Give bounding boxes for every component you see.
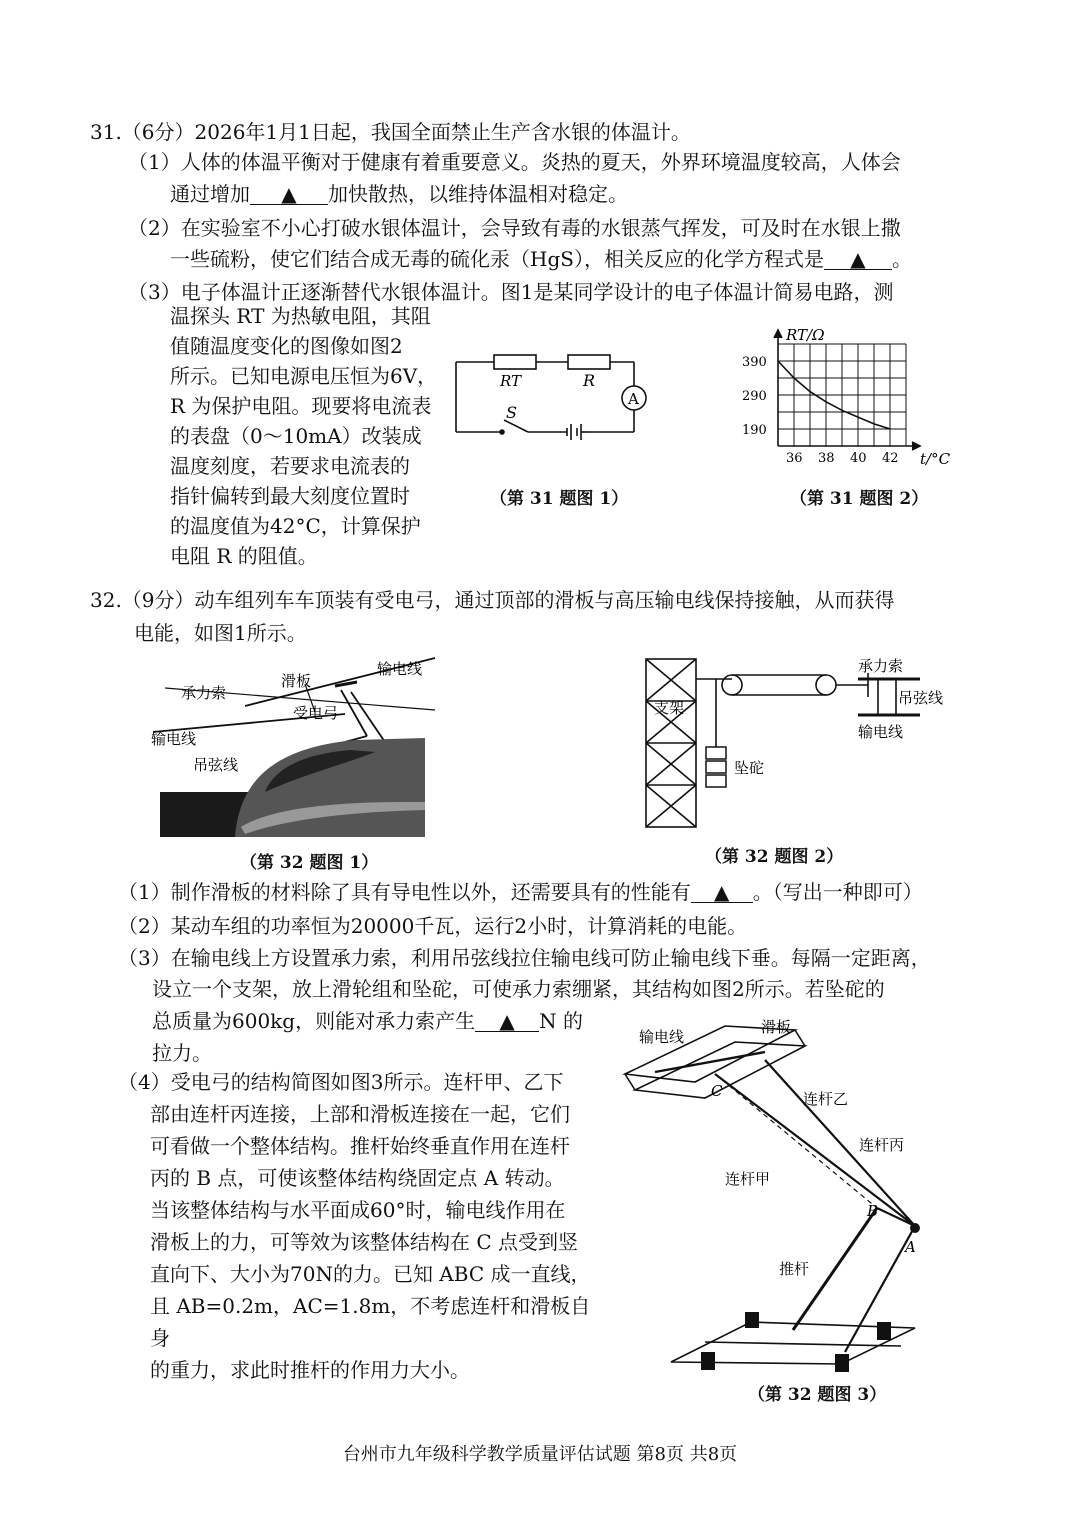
q31-part3-line: 温探头 RT 为热敏电阻，其阻: [170, 304, 431, 328]
q31-part3-line: 值随温度变化的图像如图2: [170, 334, 403, 358]
q32-heading: 32.（9分）动车组列车车顶装有受电弓，通过顶部的滑板与高压输电线保持接触，从而获得: [90, 588, 895, 612]
q32-part4-line: 可看做一个整体结构。推杆始终垂直作用在连杆: [150, 1134, 570, 1158]
graph-x-axis-label: t/°C: [920, 450, 951, 468]
q32-part4-column: [118, 1066, 608, 1386]
q31-resistance-graph: [740, 318, 960, 473]
q31-part1-line1: （1）人体的体温平衡对于健康有着重要意义。炎热的夏天，外界环境温度较高，人体会: [128, 150, 901, 174]
label-point-c: C: [711, 1082, 723, 1100]
q32-part1-text-a: （1）制作滑板的材料除了具有导电性以外，还需要具有的性能有: [118, 880, 691, 904]
q32-part4-line: 直向下、大小为70N的力。已知 ABC 成一直线，: [150, 1262, 591, 1286]
y-tick-label: 390: [742, 355, 767, 370]
label-catenary-cable: 承力索: [858, 657, 904, 675]
q32-part3-line1: （3）在输电线上方设置承力索，利用吊弦线拉住输电线可防止输电线下垂。每隔一定距离，: [118, 946, 931, 970]
q31-part3-line: R 为保护电阻。现要将电流表: [170, 394, 432, 418]
q32-part4-line: 当该整体结构与水平面成60°时，输电线作用在: [150, 1198, 566, 1222]
q31-heading: 31.（6分）2026年1月1日起，我国全面禁止生产含水银的体温计。: [90, 120, 691, 144]
q32-pantograph-figure: [615, 1012, 945, 1382]
q31-circuit-diagram: [450, 340, 660, 450]
q32-part2: （2）某动车组的功率恒为20000千瓦，运行2小时，计算消耗的电能。: [118, 914, 748, 938]
q32-part4-line: （4）受电弓的结构简图如图3所示。连杆甲、乙下: [118, 1070, 564, 1094]
q32-part3-line2: 设立一个支架，放上滑轮组和坠砣，可使承力索绷紧，其结构如图2所示。若坠砣的: [152, 977, 885, 1001]
label-link-bing: 连杆丙: [859, 1136, 905, 1154]
q31-answer-blank-1[interactable]: ▲: [250, 184, 328, 205]
q32-part3-text-a: 总质量为600kg，则能对承力索产生: [152, 1009, 476, 1033]
circuit-label-switch: S: [506, 403, 517, 422]
q31-part3-line: 所示。已知电源电压恒为6V，: [170, 364, 438, 388]
page-footer: 台州市九年级科学教学质量评估试题 第8页 共8页: [342, 1444, 738, 1465]
x-tick-label: 38: [818, 451, 835, 466]
q32-part4-line: 的重力，求此时推杆的作用力大小。: [150, 1358, 470, 1382]
q31-part3-line: 指针偏转到最大刻度位置时: [170, 484, 410, 508]
q31-part3-line: 温度刻度，若要求电流表的: [170, 454, 410, 478]
q32-part4-line: 丙的 B 点，可使该整体结构绕固定点 A 转动。: [150, 1166, 565, 1190]
q31-part2-line2: [170, 243, 912, 272]
q32-part4-line: 滑板上的力，可等效为该整体结构在 C 点受到竖: [150, 1230, 579, 1254]
label-slide-plate: 滑板: [281, 672, 312, 690]
label-wire-top: 输电线: [377, 660, 423, 678]
label-wire-left: 输电线: [151, 730, 197, 748]
x-tick-label: 40: [850, 451, 867, 466]
q32-heading-line2: 电能，如图1所示。: [134, 621, 307, 645]
q32-part1: [118, 876, 923, 905]
circuit-label-r: R: [583, 371, 596, 390]
q31-part2-text-b: 。: [891, 247, 912, 271]
x-tick-label: 36: [786, 451, 803, 466]
ammeter-symbol: A: [628, 390, 639, 408]
y-tick-label: 190: [742, 423, 767, 438]
q32-support-figure: [640, 655, 960, 830]
q31-part1-text-b: 加快散热，以维持体温相对稳定。: [328, 182, 628, 206]
q31-part2-line1: （2）在实验室不小心打破水银体温计，会导致有毒的水银蒸气挥发，可及时在水银上撒: [128, 216, 901, 240]
label-link-yi: 连杆乙: [803, 1090, 849, 1108]
label-push-rod: 推杆: [779, 1260, 810, 1278]
q31-part1-line2: [170, 178, 628, 207]
label-pantograph: 受电弓: [293, 704, 339, 722]
q32-answer-blank-1[interactable]: ▲: [691, 882, 753, 903]
label-pantograph-plate: 滑板: [761, 1018, 792, 1036]
label-point-b: B: [867, 1202, 879, 1220]
q32-train-figure: [145, 652, 445, 842]
q31-part3-line: 的温度值为42°C，计算保护: [170, 514, 421, 538]
label-link-jia: 连杆甲: [725, 1170, 771, 1188]
q32-part3-text-b: N 的: [539, 1009, 583, 1033]
q31-answer-blank-2[interactable]: ▲: [824, 249, 892, 270]
q31-part1-text-a: 通过增加: [170, 182, 250, 206]
q31-part3-line: 电阻 R 的阻值。: [170, 544, 318, 568]
q31-part3-line: 的表盘（0～10mA）改装成: [170, 424, 422, 448]
label-dropper: 吊弦线: [193, 756, 239, 774]
label-catenary: 承力索: [181, 684, 227, 702]
q32-fig2-caption: （第 32 题图 2）: [705, 847, 844, 867]
label-point-a: A: [905, 1238, 916, 1256]
q31-part3-column: [170, 301, 450, 571]
q32-fig1-caption: （第 32 题图 1）: [240, 853, 379, 873]
q32-part4-line: 部由连杆丙连接，上部和滑板连接在一起，它们: [150, 1102, 570, 1126]
q32-part3-line4: 拉力。: [152, 1041, 212, 1065]
label-dropper-wire: 吊弦线: [898, 689, 944, 707]
q31-fig2-caption: （第 31 题图 2）: [790, 489, 929, 509]
label-counterweight: 坠砣: [734, 759, 765, 777]
circuit-label-rt: RT: [500, 372, 522, 390]
q32-part3-line3: [152, 1005, 583, 1034]
q31-part2-text-a: 一些硫粉，使它们结合成无毒的硫化汞（HgS），相关反应的化学方程式是: [170, 247, 824, 271]
y-tick-label: 290: [742, 389, 767, 404]
graph-y-axis-label: RT/Ω: [786, 326, 825, 344]
q31-fig1-caption: （第 31 题图 1）: [490, 489, 629, 509]
q32-part1-text-b: 。（写出一种即可）: [752, 880, 923, 904]
label-pantograph-wire: 输电线: [639, 1028, 685, 1046]
label-support: 支架: [654, 699, 685, 717]
q32-part4-line: 且 AB=0.2m，AC=1.8m，不考虑连杆和滑板自身: [150, 1294, 591, 1350]
label-contact-wire: 输电线: [858, 723, 904, 741]
q32-fig3-caption: （第 32 题图 3）: [748, 1385, 887, 1405]
q31-part3-line1: （3）电子体温计正逐渐替代水银体温计。图1是某同学设计的电子体温计简易电路，测: [128, 280, 894, 304]
x-tick-label: 42: [882, 451, 899, 466]
q32-answer-blank-2[interactable]: ▲: [475, 1011, 539, 1032]
